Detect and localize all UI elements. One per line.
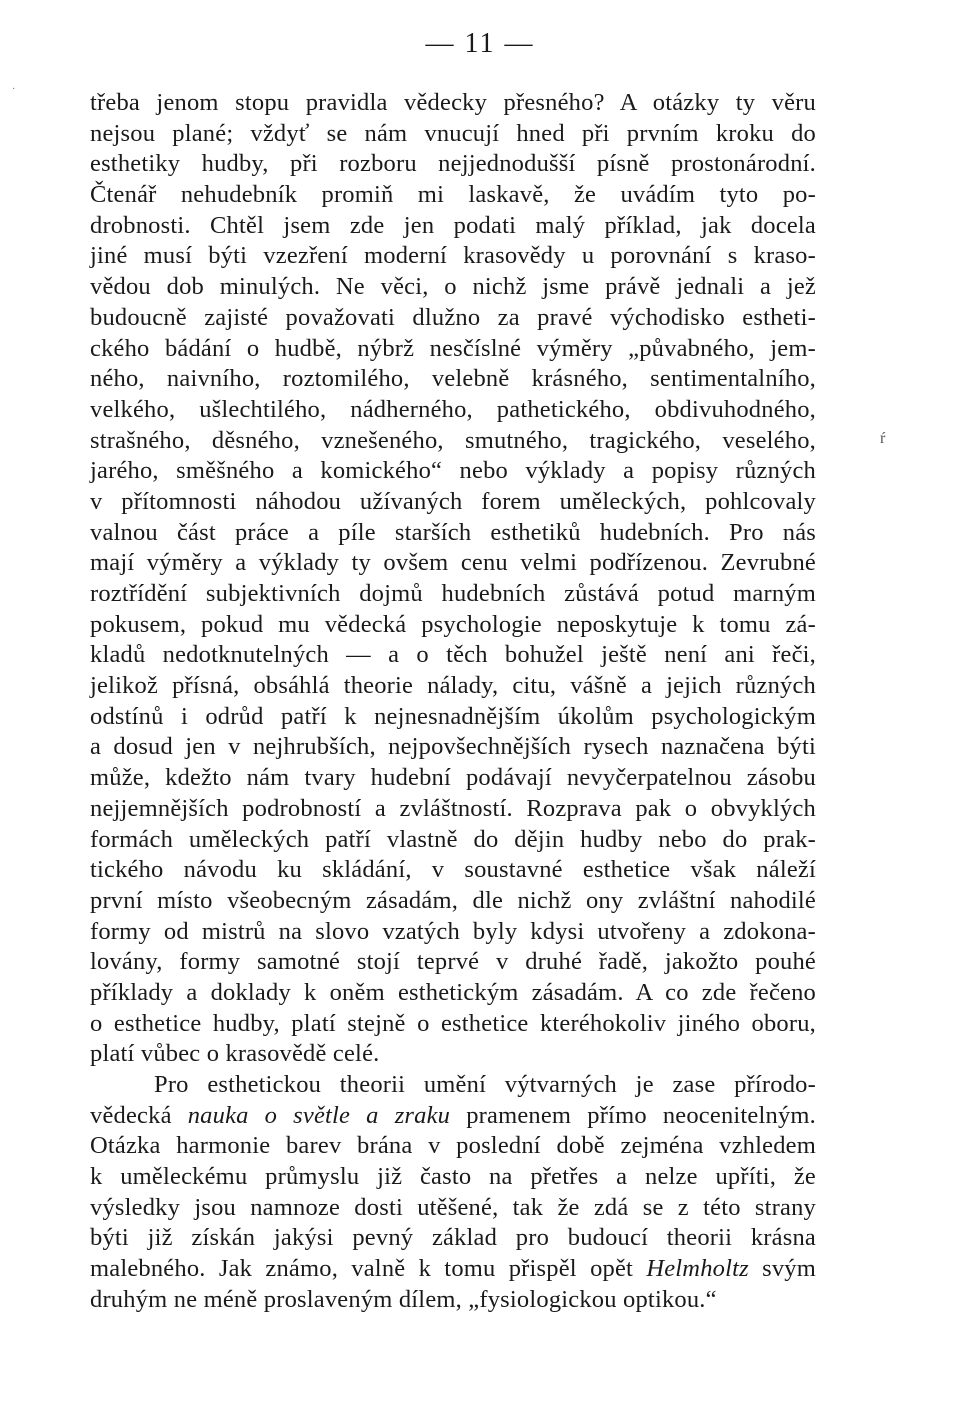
text-line: velkého, ušlechtilého, nádherného, pathetického, obdivuhodného, [90, 395, 816, 423]
italic-term: nauka o světle a zraku [187, 1101, 451, 1129]
text-line: kladů nedotknutelných — a o těch bohužel ještě není ani řeči, [90, 641, 816, 669]
text-line: jelikož přísná, obsáhlá theorie nálady, citu, vášně a jejich různých [90, 672, 816, 700]
text-line: roztřídění subjektivních dojmů hudebních zůstává potud marným [90, 580, 816, 607]
margin-mark: ŕ [880, 430, 886, 447]
text-line: nejsou plané; vždyť se nám vnucují hned při prvním kroku do [90, 119, 816, 147]
text-line: Čtenář nehudebník promiň mi laskavě, že uvádím tyto po- [90, 181, 816, 209]
text-line: jarého, směšného a komického“ nebo výklady a popisy různých [90, 457, 816, 485]
text-run: pramenem přímo neocenitelným. [450, 1101, 816, 1129]
text-line: Pro esthetickou theorii umění výtvarných je zase přírodo- [154, 1071, 816, 1098]
text-line: formách uměleckých patří vlastně do dějin hudby nebo do prak- [90, 825, 816, 853]
text-run: malebného. Jak známo, valně k tomu přispěl opět [90, 1255, 647, 1283]
text-line: tického návodu ku skládání, v soustavné esthetice však náleží [90, 856, 816, 884]
body-text [90, 88, 816, 1316]
italic-name: Helmholtz [646, 1255, 749, 1283]
paragraph-2 [90, 1070, 816, 1316]
text-line: pokusem, pokud mu vědecká psychologie neposkytuje k tomu zá- [90, 610, 816, 638]
text-line: o esthetice hudby, platí stejně o esthetice kteréhokoliv jiného oboru, [90, 1009, 816, 1037]
text-line: vědou dob minulých. Ne věci, o nichž jsme právě jednali a jež [90, 273, 816, 301]
text-line: valnou část práce a píle starších esthetiků hudebních. Pro nás [90, 518, 816, 546]
edge-mark: · [12, 84, 16, 95]
text-line: ckého bádání o hudbě, nýbrž nesčíslné výměry „půvabného, jem- [90, 334, 816, 362]
text-line: k uměleckému průmyslu již často na přetřes a nelze upříti, že [90, 1163, 816, 1191]
text-line: mají výměry a výklady ty ovšem cenu velmi podřízenou. Zevrubné [90, 549, 816, 577]
text-line: výsledky jsou namnoze dosti utěšené, tak že zdá se z této strany [90, 1193, 816, 1221]
text-line: lovány, formy samotné stojí teprvé v druhé řadě, jakožto pouhé [90, 948, 816, 976]
text-line: v přítomnosti náhodou užívaných forem uměleckých, pohlcovaly [90, 487, 816, 515]
text-line [90, 1254, 816, 1285]
text-line [90, 1101, 816, 1132]
text-line: esthetiky hudby, při rozboru nejjednodušší písně prostonárodní. [90, 150, 816, 178]
page-number: — 11 — [425, 28, 535, 59]
text-line: platí vůbec o krasovědě celé. [90, 1040, 380, 1068]
text-line: nejjemnějších podrobností a zvláštností. Rozprava pak o obvyklých [90, 794, 816, 822]
text-line: drobnosti. Chtěl jsem zde jen podati malý příklad, jak docela [90, 211, 816, 239]
text-line: třeba jenom stopu pravidla vědecky přesného? A otázky ty věru [90, 89, 816, 116]
text-line: strašného, děsného, vznešeného, smutného, tragického, veselého, [90, 426, 816, 454]
text-line: býti již získán jakýsi pevný základ pro budoucí theorii krásna [90, 1224, 816, 1252]
text-run: svým [748, 1255, 816, 1283]
text-line: druhým ne méně proslaveným dílem, „fysiologickou optikou.“ [90, 1285, 717, 1313]
text-line: odstínů i odrůd patří k nejnesnadnějším úkolům psychologickým [90, 702, 816, 730]
text-run: vědecká [90, 1101, 188, 1129]
text-line: budoucně zajisté považovati dlužno za pravé východisko estheti- [90, 303, 816, 331]
text-line: první místo všeobecným zásadám, dle nichž ony zvláštní nahodilé [90, 886, 816, 914]
text-line: může, kdežto nám tvary hudební podávají nevyčerpatelnou zásobu [90, 764, 816, 792]
paragraph-1 [90, 88, 816, 1070]
text-line: příklady a doklady k oněm esthetickým zásadám. A co zde řečeno [90, 978, 816, 1006]
text-line: jiné musí býti vzezření moderní krasovědy u porovnání s kraso- [90, 242, 816, 270]
text-line: Otázka harmonie barev brána v poslední době zejména vzhledem [90, 1132, 816, 1160]
text-line: ného, naivního, roztomilého, velebně krásného, sentimentalního, [90, 365, 816, 393]
text-line: a dosud jen v nejhrubších, nejpovšechnějších rysech naznačena býti [90, 733, 816, 761]
text-line: formy od mistrů na slovo vzatých byly kdysi utvořeny a zdokona- [90, 917, 816, 945]
